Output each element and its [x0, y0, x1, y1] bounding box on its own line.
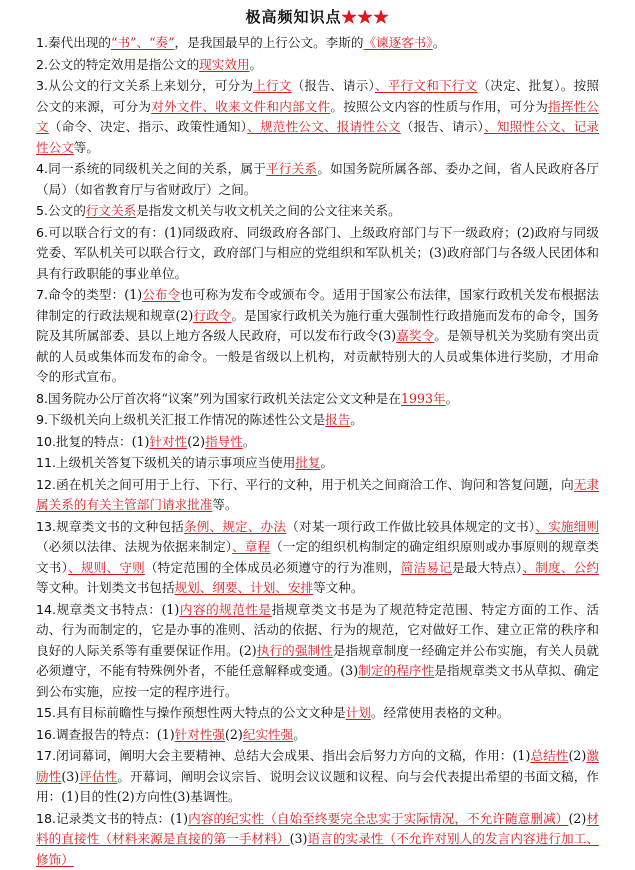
- body-text: （对某一项行政工作做比较具体规定的文书）: [286, 519, 535, 534]
- highlight-text: 嘉奖令: [396, 328, 434, 343]
- list-item: [36, 159, 599, 200]
- highlight-text: 针对性强: [175, 727, 225, 742]
- highlight-text: 、规范性公文、报请性公文: [247, 119, 401, 134]
- list-item: [36, 410, 599, 431]
- body-text: 。经常使用表格的文种。: [371, 705, 510, 720]
- highlight-text: “书”、“奏”: [111, 35, 175, 50]
- body-text: 闭词幕词，阐明大会主要精神、总结大会成果、指出会后努力方向的文稿，作用：(1): [56, 748, 530, 763]
- body-text: 公文的特定效用是指公文的: [48, 57, 199, 72]
- list-item: [36, 746, 599, 808]
- item-number: 16.: [36, 727, 56, 742]
- body-text: 批复的特点：(1): [56, 434, 149, 449]
- list-item: [36, 223, 599, 285]
- title-text: 极高频知识点: [245, 8, 341, 26]
- body-text: 上级机关答复下级机关的请示事项应当使用: [56, 455, 295, 470]
- list-item: [36, 76, 599, 158]
- highlight-text: 公布令: [142, 287, 180, 302]
- body-text: 是指发文机关与收文机关之间的公文往来关系。: [136, 203, 400, 218]
- list-item: [36, 389, 599, 410]
- page-title: [0, 6, 635, 27]
- list-item: [36, 703, 599, 724]
- list-item: [36, 517, 599, 599]
- highlight-text: 平行关系: [266, 161, 317, 176]
- title-stars: ★★★: [342, 8, 390, 26]
- highlight-text: 无隶属关系的有关主管部门请求批准: [36, 477, 599, 513]
- highlight-text: 行政令: [193, 308, 231, 323]
- highlight-text: 执行的强制性: [257, 643, 333, 658]
- list-item: [36, 600, 599, 703]
- list-item: [36, 475, 599, 516]
- body-text: (2): [568, 748, 586, 763]
- highlight-text: 材料的直接性（材料来源是直接的第一手材料）: [36, 811, 599, 847]
- item-number: 10.: [36, 434, 56, 449]
- highlight-text: 报告: [325, 412, 350, 427]
- list-item: [36, 809, 599, 870]
- highlight-text: 评估性: [79, 769, 117, 784]
- item-number: 12.: [36, 477, 56, 492]
- item-number: 2.: [36, 57, 48, 72]
- body-text: 等。: [74, 140, 99, 155]
- body-text: 规章类文书特点：(1): [56, 602, 179, 617]
- highlight-text: 、制度、公约: [522, 560, 599, 575]
- body-text: （特定范围的全体成员必须遵守的行为准则，: [145, 560, 401, 575]
- body-text: 同一系统的同级机关之间的关系，属于: [48, 161, 266, 176]
- item-number: 8.: [36, 391, 48, 406]
- body-text: 。是国家行政机关为施行重大强制性行政措施而发布的命令，国务院及其所属部委、县以上地方各级人民政府，可以发布行政令(3): [36, 308, 599, 344]
- body-text: 也可称为发布令或颁布令。适用于国家公布法律，国家行政机关发布根据法律制定的行政法规和规章(2): [36, 287, 599, 323]
- body-text: 。: [293, 727, 306, 742]
- body-text: 。: [433, 35, 446, 50]
- body-text: 从公文的行文关系上来划分，可分为: [48, 78, 253, 93]
- list-item: [36, 55, 599, 76]
- highlight-text: 计划: [346, 705, 371, 720]
- body-text: 等。: [212, 497, 237, 512]
- list-item: [36, 33, 599, 54]
- highlight-text: 、实施细则: [535, 519, 599, 534]
- body-text: （必须以法律、法规为依据来制定）: [36, 539, 232, 554]
- body-text: （一定的组织机构制定的确定组织原则或办事原则的规章类文书）: [36, 539, 599, 575]
- highlight-text: 、知照性公文、记录性公文: [36, 119, 599, 155]
- list-item: [36, 453, 599, 474]
- body-text: (3): [290, 831, 308, 846]
- body-text: 。如国务院所属各部、委办之间，省人民政府各厅（局）（如省教育厅与省财政厅）之间。: [36, 161, 599, 197]
- highlight-text: 1993年: [401, 391, 446, 406]
- body-text: (2): [225, 727, 243, 742]
- body-text: 函在机关之间可用于上行、下行、平行的文种，用于机关之间商洽工作、询问和答复问题，向: [56, 477, 574, 492]
- item-number: 18.: [36, 811, 56, 826]
- list-item: [36, 432, 599, 453]
- body-text: 公文的: [48, 203, 86, 218]
- highlight-text: 指导性: [205, 434, 243, 449]
- body-text: 。: [243, 434, 256, 449]
- body-text: 是最大特点）: [452, 560, 522, 575]
- highlight-text: 条例、规定、办法: [184, 519, 286, 534]
- highlight-text: 、章程: [232, 539, 270, 554]
- body-text: (2): [187, 434, 205, 449]
- body-text: 命令的类型：(1): [48, 287, 142, 302]
- item-number: 14.: [36, 602, 56, 617]
- body-text: 调查报告的特点：(1): [56, 727, 175, 742]
- highlight-text: 、规则、守则: [68, 560, 145, 575]
- highlight-text: 针对性: [149, 434, 187, 449]
- item-number: 3.: [36, 78, 48, 93]
- highlight-text: 制定的程序性: [358, 663, 434, 678]
- body-text: 可以联合行文的有：(1)同级政府、同级政府各部门、上级政府部门与下一级政府；(2)政府与同级党委、军队机关可以联合行文，政府部门与相应的党组织和军队机关；(3)政府部门与各级人民团体和具有行政职能的事业单位。: [36, 225, 599, 281]
- item-number: 15.: [36, 705, 56, 720]
- highlight-text: 激励性: [36, 748, 599, 784]
- body-text: 具有目标前瞻性与操作预想性两大特点的公文文种是: [56, 705, 346, 720]
- body-text: 。: [250, 57, 263, 72]
- item-number: 1.: [36, 35, 48, 50]
- body-text: 秦代出现的: [48, 35, 111, 50]
- list-item: [36, 201, 599, 222]
- body-text: （报告、请示）: [292, 78, 375, 93]
- highlight-text: 《谏逐客书》: [363, 35, 432, 50]
- item-number: 11.: [36, 455, 56, 470]
- highlight-text: 内容的纪实性（自始至终要完全忠实于实际情况，不允许随意删减）: [188, 811, 568, 826]
- knowledge-list: [0, 33, 635, 870]
- highlight-text: 、平行文和下行文: [375, 78, 477, 93]
- highlight-text: 语言的实录性（不允许对别人的发言内容进行加工、修饰）: [36, 831, 599, 867]
- body-text: 是指规章类文书从草拟、确定到公布实施，应按一定的程序进行。: [36, 663, 599, 699]
- body-text: （报告、请示）: [401, 119, 484, 134]
- item-number: 5.: [36, 203, 48, 218]
- highlight-text: 内容的规范性是: [179, 602, 271, 617]
- body-text: 下级机关向上级机关汇报工作情况的陈述性公文是: [48, 412, 325, 427]
- body-text: （命令、决定、指示、政策性通知）: [49, 119, 247, 134]
- highlight-text: 现实效用: [199, 57, 249, 72]
- body-text: (2): [568, 811, 586, 826]
- body-text: 记录类文书的特点：(1): [56, 811, 188, 826]
- item-number: 17.: [36, 748, 56, 763]
- body-text: 。: [321, 455, 334, 470]
- body-text: 等文种。: [313, 580, 363, 595]
- body-text: 是指规章制度一经确定并公布实施，有关人员就必须遵守，不能有特殊例外者，不能任意解释或变通。(3): [36, 643, 599, 679]
- highlight-text: 纪实性强: [243, 727, 293, 742]
- highlight-text: 指挥性公文: [36, 99, 599, 135]
- item-number: 7.: [36, 287, 48, 302]
- body-text: 。: [446, 391, 459, 406]
- item-number: 13.: [36, 519, 56, 534]
- highlight-text: 对外文件、收来文件和内部文件: [151, 99, 330, 114]
- item-number: 6.: [36, 225, 48, 240]
- body-text: 。按照公文内容的性质与作用，可分为: [330, 99, 548, 114]
- highlight-text: 批复: [295, 455, 320, 470]
- highlight-text: 简洁易记: [401, 560, 452, 575]
- item-number: 4.: [36, 161, 48, 176]
- body-text: ，是我国最早的上行公文。李斯的: [175, 35, 364, 50]
- body-text: 等文种。计划类文书包括: [36, 580, 175, 595]
- highlight-text: 行文关系: [86, 203, 136, 218]
- highlight-text: 上行文: [253, 78, 291, 93]
- highlight-text: 规划、纲要、计划、安排: [175, 580, 314, 595]
- list-item: [36, 725, 599, 746]
- body-text: 。开幕词，阐明会议宗旨、说明会议议题和议程、向与会代表提出希望的书面文稿，作用：(1)目的性(2)方向性(3)基调性。: [36, 769, 599, 805]
- body-text: 规章类文书的文种包括: [56, 519, 184, 534]
- item-number: 9.: [36, 412, 48, 427]
- list-item: [36, 285, 599, 388]
- body-text: 国务院办公厅首次将“议案”列为国家行政机关法定公文文种是在: [48, 391, 401, 406]
- body-text: 。是领导机关为奖励有突出贡献的人员或集体而发布的命令。一般是省级以上机构，对贡献特别大的人员或集体进行奖励，才用命令的形式宣布。: [36, 328, 599, 384]
- body-text: (3): [61, 769, 79, 784]
- body-text: （决定、批复）。按照公文的来源，可分为: [36, 78, 599, 114]
- body-text: 指规章类文书是为了规范特定范围、特定方面的工作、活动、行为而制定的，它是办事的准则、活动的依据、行为的规范，它对做好工作、建立正常的秩序和良好的人际关系等有重要保证作用。(2): [36, 602, 599, 658]
- body-text: 。: [350, 412, 363, 427]
- highlight-text: 总结性: [530, 748, 568, 763]
